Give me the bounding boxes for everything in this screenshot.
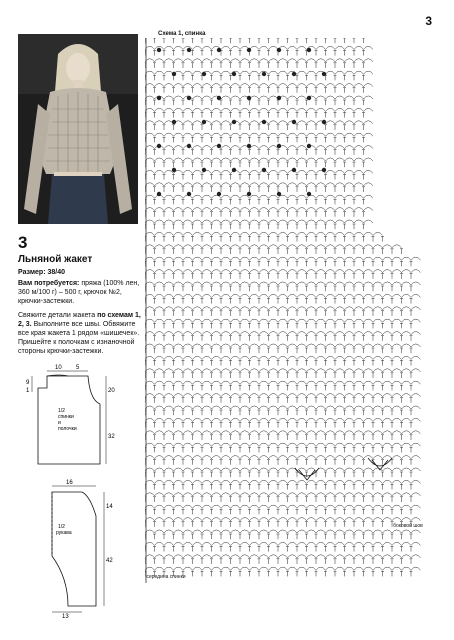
chart-motif [262,168,266,172]
chart-motif [307,96,311,100]
chart-motif [202,120,206,124]
chart-motif [277,96,281,100]
chart-motif [322,72,326,76]
back-right-label-1: 20 [108,388,115,394]
chart-motif [292,168,296,172]
back-caption-4: полочки [58,426,77,432]
size-value: 38/40 [47,269,66,276]
chart-motif [307,192,311,196]
back-pattern-sketch [20,362,120,472]
back-left-label-2: 1 [26,388,30,394]
back-caption-1: 1/2 [58,408,65,414]
sleeve-right-label-1: 14 [106,504,113,510]
pattern-number: 3 [18,233,28,252]
chart-motif [307,144,311,148]
chart-motif [247,144,251,148]
chart-motif [187,48,191,52]
chart-motif [232,168,236,172]
materials [18,279,146,306]
chart-motif [187,144,191,148]
chart-fan-motif [295,468,319,480]
chart-motif [172,72,176,76]
chart-motif [217,144,221,148]
back-caption-3: и [58,420,61,426]
chart-motif [322,168,326,172]
chart-motif [277,144,281,148]
chart-motif [202,72,206,76]
instructions-part3: Выполните все швы. Обвяжите все края жакета 1 рядом «шишечек». Пришейте к полочкам с изнаночной стороны крючки-застежки. [18,321,140,355]
sleeve-top-label: 16 [66,480,73,486]
chart-motif [247,192,251,196]
sleeve-caption-1: 1/2 [58,524,65,530]
chart-motif [157,192,161,196]
page-number: 3 [425,14,432,28]
chart-motif [247,48,251,52]
sleeve-right-label-2: 42 [106,558,113,564]
back-left-label-1: 9 [26,380,30,386]
back-top-label-1: 10 [55,365,62,371]
chart-motif [262,120,266,124]
chart-motif [172,120,176,124]
chart-title: Схема 1, спинка [158,31,206,37]
chart-motif [292,72,296,76]
sleeve-pattern-sketch [38,478,118,618]
chart-motif [157,96,161,100]
chart-motif [277,192,281,196]
chart-motif [277,48,281,52]
chart-motif [232,120,236,124]
chart-stitch-grid [145,38,421,576]
pattern-title: Льняной жакет [18,254,93,265]
chart-motif [187,96,191,100]
back-top-label-2: 5 [76,365,80,371]
crochet-chart [145,38,430,583]
instructions [18,311,146,356]
instructions-part1: Свяжите детали жакета [18,312,98,319]
sleeve-caption-2: рукава [56,530,72,536]
chart-motif [217,192,221,196]
chart-motif [217,48,221,52]
chart-motif [157,144,161,148]
back-caption-2: спинки [58,414,74,420]
chart-motif [157,48,161,52]
chart-motif [172,168,176,172]
back-right-label-2: 32 [108,434,115,440]
back-center-label: середина спинки [146,574,186,580]
chart-motif [307,48,311,52]
size-line [18,268,146,277]
size-label: Размер: [18,269,46,276]
chart-motif [322,120,326,124]
chart-motif [262,72,266,76]
side-seam-label: боковой шов [393,523,423,529]
chart-motif [187,192,191,196]
instructions-schemes: по схемам 1, 2, 3. [18,312,141,328]
chart-motif [217,96,221,100]
chart-motif [292,120,296,124]
materials-label: Вам потребуется: [18,280,80,287]
sleeve-bottom-label: 13 [62,614,69,618]
chart-motif [247,96,251,100]
materials-text: пряжа (100% лен, 360 м/100 г) – 500 г, крючок №2, крючки-застежки. [18,280,140,305]
chart-motif [202,168,206,172]
model-photo [18,34,138,224]
chart-motif [232,72,236,76]
